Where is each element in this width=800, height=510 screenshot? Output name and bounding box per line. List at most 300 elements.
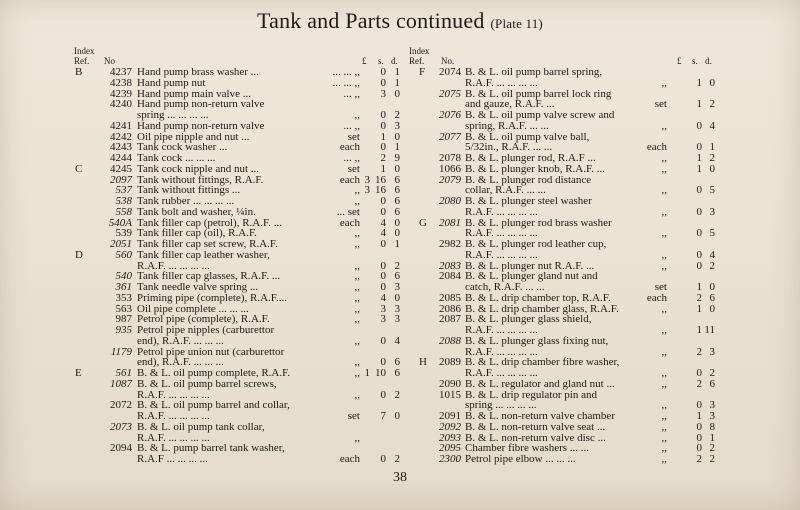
part-number: 539: [115, 227, 132, 240]
part-number: 561: [115, 367, 132, 379]
price-shillings: 0: [380, 334, 386, 347]
price-pence: 0: [394, 130, 400, 143]
price-pence: 2: [709, 442, 715, 455]
price-shillings: 2: [380, 152, 386, 164]
price-shillings: 0: [380, 109, 386, 121]
right-column-header: [405, 46, 730, 67]
part-description: R.A.F. ... ... ... ...: [137, 259, 210, 272]
part-number: 1087: [110, 377, 132, 390]
price-shillings: 0: [696, 431, 702, 444]
parts-row: [405, 314, 730, 325]
unit-label: ... ... ,,: [332, 66, 360, 78]
part-description: B. & L. plunger rod brass washer: [465, 216, 612, 229]
part-description: collar, R.A.F. ... ...: [465, 184, 546, 197]
price-pence: 11: [704, 324, 715, 336]
price-pence: 4: [394, 334, 400, 347]
price-pence: 1: [394, 66, 400, 78]
price-pence: 1: [394, 141, 400, 154]
part-description: Tank filler cap set screw, R.A.F.: [137, 238, 278, 250]
parts-row: [60, 99, 405, 110]
price-pence: 6: [394, 184, 400, 197]
price-pence: 6: [394, 205, 400, 218]
unit-label: ... ,,: [343, 87, 360, 100]
parts-row: [405, 357, 730, 368]
part-description: Tank cock ... ... ...: [137, 152, 216, 164]
part-number: 2097: [110, 173, 132, 186]
price-pence: 9: [394, 152, 400, 164]
price-shillings: 1: [380, 162, 386, 175]
price-shillings: 1: [696, 162, 702, 175]
part-description: Oil pipe nipple and nut ...: [137, 130, 250, 143]
part-number: 935: [115, 324, 132, 336]
part-number: 4240: [110, 98, 132, 111]
part-description: spring, R.A.F. ... ...: [465, 119, 549, 132]
price-shillings: 0: [380, 388, 386, 401]
parts-row: [405, 218, 730, 229]
parts-row: [60, 78, 405, 89]
part-number: 2078: [439, 152, 461, 164]
price-shillings: 0: [380, 119, 386, 132]
price-pence: 6: [394, 367, 400, 379]
part-description: B. & L. plunger knob, R.A.F. ...: [465, 162, 605, 175]
price-pence: 0: [709, 281, 715, 293]
price-pence: 2: [709, 152, 715, 164]
unit-label: ,,: [661, 152, 667, 164]
unit-label: set: [347, 162, 360, 175]
price-pence: 0: [394, 410, 400, 422]
parts-row: [405, 196, 730, 207]
unit-label: ,,: [354, 334, 360, 347]
unit-label: each: [339, 216, 360, 229]
parts-row: [60, 325, 405, 336]
parts-row: [405, 67, 730, 78]
price-pence: 1: [394, 238, 400, 250]
unit-label: ,,: [661, 431, 667, 444]
page-number: 38: [393, 470, 407, 485]
right-parts-column: [405, 46, 730, 465]
unit-label: ,,: [661, 324, 667, 336]
price-shillings: 0: [380, 453, 386, 465]
part-number: 563: [115, 302, 132, 315]
unit-label: ,,: [354, 302, 360, 315]
price-pence: 1: [709, 431, 715, 444]
part-description: 5/32in., R.A.F. ... ...: [465, 141, 553, 154]
unit-label: ,,: [661, 399, 667, 412]
price-pence: 6: [394, 173, 400, 186]
unit-label: ,,: [661, 119, 667, 132]
part-description: R.A.F. ... ... ... ...: [465, 345, 538, 358]
price-shillings: 1: [380, 130, 386, 143]
part-number: 2081: [439, 216, 461, 229]
unit-label: ,,: [354, 238, 360, 250]
price-shillings: 16: [375, 173, 386, 186]
part-description: B. & L. non-return valve seat ...: [465, 420, 606, 433]
parts-row: [405, 78, 730, 89]
price-pence: 0: [709, 162, 715, 175]
part-description: B. & L. oil pump barrel screws,: [137, 377, 277, 390]
price-shillings: 0: [696, 442, 702, 455]
unit-label: ,,: [661, 410, 667, 422]
price-shillings: 1: [696, 98, 702, 111]
parts-row: [405, 89, 730, 100]
price-shillings: 0: [380, 205, 386, 218]
price-pence: 0: [394, 216, 400, 229]
part-number: 4242: [110, 130, 132, 143]
part-description: B. & L. non-return valve disc ...: [465, 431, 606, 444]
part-number: 540: [115, 270, 132, 283]
part-number: 2076: [439, 109, 461, 121]
part-number: 353: [115, 291, 132, 304]
parts-row: [60, 164, 405, 175]
part-number: 560: [115, 248, 132, 261]
part-description: Petrol pipe elbow ... ... ...: [465, 453, 576, 465]
part-description: Tank filler cap leather washer,: [137, 248, 270, 261]
price-pence: 2: [394, 453, 400, 465]
price-shillings: 4: [380, 216, 386, 229]
part-number: 4243: [110, 141, 132, 154]
price-shillings: 0: [696, 399, 702, 412]
parts-row: [405, 110, 730, 121]
unit-label: each: [646, 291, 667, 304]
unit-label: ,,: [661, 76, 667, 89]
price-pence: 2: [394, 259, 400, 272]
part-description: and gauze, R.A.F. ...: [465, 98, 555, 111]
price-pence: 5: [709, 227, 715, 240]
unit-label: set: [347, 130, 360, 143]
unit-label: ,,: [661, 420, 667, 433]
part-description: Oil pipe complete ... ... ...: [137, 302, 249, 315]
part-description: R.A.F. ... ... ... ...: [137, 431, 210, 444]
price-shillings: 0: [380, 259, 386, 272]
price-pence: 0: [709, 302, 715, 315]
part-description: R.A.F. ... ... ... ...: [137, 410, 210, 422]
section-letter: B: [75, 66, 83, 78]
price-shillings: 3: [380, 313, 386, 326]
part-description: Tank needle valve spring ...: [137, 281, 259, 293]
price-shillings: 0: [696, 420, 702, 433]
unit-label: ,,: [354, 356, 360, 369]
price-pence: 1: [394, 76, 400, 89]
part-number: 540A: [108, 216, 132, 229]
part-number: 2087: [439, 313, 461, 326]
part-description: R.A.F. ... ... ... ...: [465, 227, 538, 240]
price-pence: 0: [394, 227, 400, 240]
price-shillings: 0: [696, 259, 702, 272]
pound-label: £: [362, 56, 367, 66]
unit-label: ... ,,: [343, 119, 360, 132]
price-pounds: 3: [364, 173, 370, 186]
unit-label: ,,: [354, 184, 360, 197]
price-shillings: 10: [375, 367, 386, 379]
unit-label: set: [654, 98, 667, 111]
part-description: Tank bolt and washer, ¼in.: [137, 205, 256, 218]
parts-row: [405, 239, 730, 250]
right-parts-list: [405, 67, 730, 465]
unit-label: ,,: [354, 281, 360, 293]
part-number: 2089: [439, 356, 461, 369]
price-shillings: 2: [696, 377, 702, 390]
part-number: 537: [115, 184, 132, 197]
part-description: Priming pipe (complete), R.A.F....: [137, 291, 288, 304]
price-shillings: 4: [380, 227, 386, 240]
part-number: 538: [115, 195, 132, 207]
unit-label: ,,: [354, 195, 360, 207]
part-description: B. & L. oil pump barrel lock ring: [465, 87, 612, 100]
part-number: 2091: [439, 410, 461, 422]
part-description: Hand pump nut: [137, 76, 206, 89]
part-number: 2090: [439, 377, 461, 390]
part-number: 2982: [439, 238, 461, 250]
unit-label: ,,: [354, 388, 360, 401]
unit-label: set: [347, 410, 360, 422]
unit-label: ,,: [661, 453, 667, 465]
parts-row: [405, 121, 730, 132]
part-number: 1015: [439, 388, 461, 401]
price-shillings: 0: [696, 119, 702, 132]
parts-row: [405, 422, 730, 433]
price-pence: 5: [709, 184, 715, 197]
part-description: Tank cock nipple and nut ...: [137, 162, 260, 175]
no-label: No: [104, 56, 115, 66]
unit-label: each: [339, 141, 360, 154]
price-shillings: 16: [375, 184, 386, 197]
part-description: B. & L. regulator and gland nut ...: [465, 377, 615, 390]
part-description: B. & L. non-return valve chamber: [465, 410, 615, 422]
unit-label: each: [646, 141, 667, 154]
price-shillings: 0: [696, 248, 702, 261]
index-label: Index: [409, 46, 430, 56]
part-number: 2074: [439, 66, 461, 78]
price-shillings: 1: [696, 281, 702, 293]
unit-label: ... ,,: [343, 152, 360, 164]
unit-label: ,,: [661, 302, 667, 315]
part-description: B. & L. drip regulator pin and: [465, 388, 597, 401]
unit-label: ,,: [661, 259, 667, 272]
plate-label: (Plate 11): [490, 16, 543, 31]
part-number: 2075: [439, 87, 461, 100]
parts-row: [60, 347, 405, 358]
price-pence: 0: [394, 291, 400, 304]
unit-label: each: [339, 173, 360, 186]
unit-label: set: [654, 281, 667, 293]
part-description: B. & L. plunger nut R.A.F. ...: [465, 259, 595, 272]
unit-label: ... ... ,,: [332, 76, 360, 89]
parts-row: [405, 390, 730, 401]
part-description: spring ... ... ... ...: [465, 399, 537, 412]
price-shillings: 0: [696, 227, 702, 240]
price-pence: 3: [709, 410, 715, 422]
unit-label: ,,: [354, 109, 360, 121]
part-number: 2072: [110, 399, 132, 412]
part-number: 2083: [439, 259, 461, 272]
price-pence: 6: [394, 356, 400, 369]
parts-row: [405, 175, 730, 186]
section-letter: E: [75, 367, 82, 379]
price-shillings: 2: [696, 345, 702, 358]
parts-row: [405, 164, 730, 175]
price-pence: 0: [394, 162, 400, 175]
part-description: R.A.F. ... ... ... ...: [465, 248, 538, 261]
part-number: 4244: [110, 152, 132, 164]
unit-label: ,,: [661, 227, 667, 240]
part-number: 2094: [110, 442, 132, 455]
price-pence: 2: [709, 98, 715, 111]
price-shillings: 0: [380, 66, 386, 78]
part-description: Tank filler cap glasses, R.A.F. ...: [137, 270, 281, 283]
price-pence: 6: [709, 377, 715, 390]
price-shillings: 1: [696, 152, 702, 164]
parts-row: [60, 422, 405, 433]
part-description: R.A.F. ... ... ... ...: [465, 367, 538, 379]
price-pounds: 1: [364, 367, 370, 379]
shilling-label: s.: [692, 56, 698, 66]
part-description: Petrol pipe nipples (carburettor: [137, 324, 275, 336]
part-number: 2095: [439, 442, 461, 455]
price-shillings: 0: [380, 141, 386, 154]
part-description: Tank without fittings ...: [137, 184, 241, 197]
part-number: 2300: [439, 453, 461, 465]
parts-row: [60, 207, 405, 218]
parts-row: [405, 207, 730, 218]
unit-label: ,,: [354, 313, 360, 326]
price-pence: 8: [709, 420, 715, 433]
price-shillings: 0: [380, 76, 386, 89]
part-description: R.A.F. ... ... ... ...: [465, 205, 538, 218]
part-number: 2093: [439, 431, 461, 444]
part-number: 2073: [110, 420, 132, 433]
part-description: B. & L. oil pump complete, R.A.F.: [137, 367, 291, 379]
price-pence: 2: [394, 388, 400, 401]
unit-label: ,,: [661, 442, 667, 455]
part-number: 4239: [110, 87, 132, 100]
part-description: B. & L. plunger steel washer: [465, 195, 592, 207]
price-shillings: 0: [380, 195, 386, 207]
price-shillings: 7: [380, 410, 386, 422]
part-description: B. & L. plunger rod leather cup,: [465, 238, 607, 250]
part-number: 4237: [110, 66, 132, 78]
price-shillings: 4: [380, 291, 386, 304]
price-pence: 3: [394, 281, 400, 293]
index-label: Index: [74, 46, 95, 56]
part-description: Chamber fibre washers ... ...: [465, 442, 590, 455]
part-number: 558: [115, 205, 132, 218]
left-column-header: [60, 46, 405, 67]
price-pence: 2: [709, 453, 715, 465]
part-description: Tank filler cap (oil), R.A.F.: [137, 227, 257, 240]
part-description: Tank rubber ... ... ... ...: [137, 195, 235, 207]
page-title: [0, 8, 800, 34]
unit-label: ,,: [661, 345, 667, 358]
part-description: B. & L. plunger glass shield,: [465, 313, 592, 326]
part-description: Tank cock washer ...: [137, 141, 228, 154]
price-pence: 3: [709, 399, 715, 412]
part-number: 2084: [439, 270, 461, 283]
part-description: Tank without fittings, R.A.F.: [137, 173, 264, 186]
part-number: 2077: [439, 130, 461, 143]
part-number: 4238: [110, 76, 132, 89]
part-description: R.A.F ... ... ... ...: [137, 453, 208, 465]
ref-label: Ref.: [409, 56, 425, 66]
price-shillings: 0: [380, 356, 386, 369]
part-number: 2051: [110, 238, 132, 250]
parts-row: [405, 271, 730, 282]
unit-label: ,,: [661, 162, 667, 175]
part-description: B. & L. plunger rod, R.A.F ...: [465, 152, 596, 164]
price-shillings: 3: [380, 302, 386, 315]
part-description: Hand pump main valve ...: [137, 87, 251, 100]
price-pence: 2: [709, 259, 715, 272]
unit-label: ,,: [661, 367, 667, 379]
parts-row: [60, 293, 405, 304]
part-description: B. & L. oil pump tank collar,: [137, 420, 265, 433]
price-pence: 3: [394, 302, 400, 315]
price-pence: 2: [709, 367, 715, 379]
left-parts-list: [60, 67, 405, 465]
unit-label: ,,: [354, 259, 360, 272]
unit-label: each: [339, 453, 360, 465]
price-shillings: 0: [380, 270, 386, 283]
section-letter: F: [419, 66, 426, 78]
price-pence: 3: [709, 345, 715, 358]
price-shillings: 2: [696, 453, 702, 465]
pence-label: d.: [391, 56, 398, 66]
part-number: 987: [115, 313, 132, 326]
price-shillings: 0: [380, 238, 386, 250]
part-description: R.A.F. ... ... ... ...: [465, 324, 538, 336]
pence-label: d.: [705, 56, 712, 66]
part-description: Petrol pipe union nut (carburettor: [137, 345, 285, 358]
part-number: 2086: [439, 302, 461, 315]
part-number: 1179: [110, 345, 132, 358]
pound-label: £: [677, 56, 682, 66]
ref-label: Ref.: [74, 56, 90, 66]
part-description: B. & L. oil pump valve screw and: [465, 109, 615, 121]
part-description: B. & L. plunger gland nut and: [465, 270, 598, 283]
part-description: end), R.A.F. ... ... ...: [137, 334, 224, 347]
unit-label: ,,: [661, 184, 667, 197]
price-shillings: 0: [696, 367, 702, 379]
parts-row: [405, 293, 730, 304]
parts-row: [405, 379, 730, 390]
part-number: 2085: [439, 291, 461, 304]
part-description: B. & L. oil pump valve ball,: [465, 130, 590, 143]
part-description: B. & L. drip chamber top, R.A.F.: [465, 291, 611, 304]
part-description: Petrol pipe (complete), R.A.F.: [137, 313, 270, 326]
parts-row: [405, 454, 730, 465]
price-shillings: 0: [380, 281, 386, 293]
part-number: 4241: [110, 119, 132, 132]
part-number: 361: [115, 281, 132, 293]
price-shillings: 1: [696, 410, 702, 422]
parts-row: [405, 336, 730, 347]
left-parts-column: [60, 46, 405, 465]
price-shillings: 2: [696, 291, 702, 304]
price-shillings: 0: [696, 184, 702, 197]
price-pounds: 3: [364, 184, 370, 197]
part-number: 4245: [110, 162, 132, 175]
parts-row: [60, 250, 405, 261]
price-shillings: 1: [696, 324, 702, 336]
section-letter: H: [419, 356, 427, 369]
price-pence: 2: [394, 109, 400, 121]
price-pence: 3: [394, 119, 400, 132]
title-text: Tank and Parts continued: [257, 8, 485, 33]
parts-row: [60, 379, 405, 390]
price-shillings: 3: [380, 87, 386, 100]
parts-row: [405, 250, 730, 261]
part-number: 2088: [439, 334, 461, 347]
shilling-label: s.: [378, 56, 384, 66]
